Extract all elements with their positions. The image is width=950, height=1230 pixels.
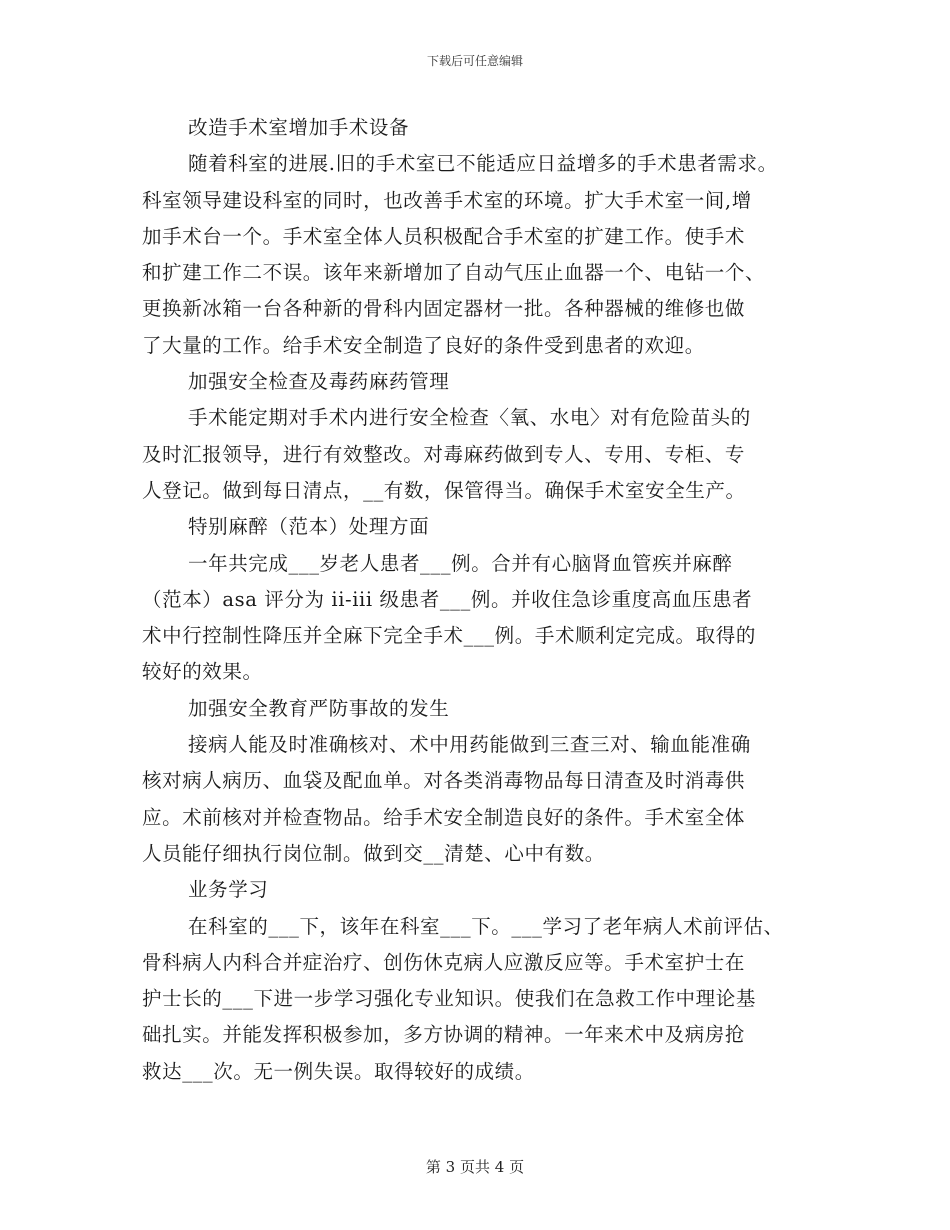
paragraph-line: 更换新冰箱一台各种新的骨科内固定器材一批。各种器械的维修也做 (142, 297, 746, 321)
section-heading: 业务学习 (188, 878, 269, 902)
paragraph-line: 随着科室的进展.旧的手术室已不能适应日益增多的手术患者需求。 (188, 152, 778, 176)
document-body (142, 110, 822, 1090)
paragraph-line: 手术能定期对手术内进行安全检查〈氧、水电〉对有危险苗头的 (188, 406, 751, 430)
paragraph-line: 核对病人病历、血袋及配血单。对各类消毒物品每日清查及时消毒供 (142, 769, 746, 793)
paragraph-line: 骨科病人内科合并症治疗、创伤休克病人应激反应等。手术室护士在 (142, 950, 746, 974)
paragraph-line: 接病人能及时准确核对、术中用药能做到三查三对、输血能准确 (188, 733, 751, 757)
paragraph-line: 护士长的___下进一步学习强化专业知识。使我们在急救工作中理论基 (142, 987, 756, 1011)
section-heading: 特别麻醉（范本）处理方面 (188, 515, 430, 539)
paragraph-line: 科室领导建设科室的同时，也改善手术室的环境。扩大手术室一间,增 (142, 188, 752, 212)
paragraph-line: 了大量的工作。给手术安全制造了良好的条件受到患者的欢迎。 (142, 333, 705, 357)
paragraph-line: 应。术前核对并检查物品。给手术安全制造良好的条件。手术室全体 (142, 805, 746, 829)
paragraph-line: 加手术台一个。手术室全体人员积极配合手术室的扩建工作。使手术 (142, 224, 746, 248)
section-heading: 加强安全教育严防事故的发生 (188, 696, 450, 720)
page-footer: 第 3 页共 4 页 (425, 1158, 525, 1176)
paragraph-line: 人员能仔细执行岗位制。做到交__清楚、心中有数。 (142, 841, 605, 865)
paragraph-line: 础扎实。并能发挥积极参加，多方协调的精神。一年来术中及病房抢 (142, 1023, 746, 1047)
paragraph-line: 术中行控制性降压并全麻下完全手术___例。手术顺利定完成。取得的 (142, 624, 756, 648)
paragraph-line: 和扩建工作二不误。该年来新增加了自动气压止血器一个、电钻一个、 (142, 261, 766, 285)
page-header: 下载后可任意编辑 (426, 54, 523, 68)
paragraph-line: 及时汇报领导，进行有效整改。对毒麻药做到专人、专用、专柜、专 (142, 442, 746, 466)
paragraph-line: 人登记。做到每日清点，__有数，保管得当。确保手术室安全生产。 (142, 478, 746, 502)
section-heading: 加强安全检查及毒药麻药管理 (188, 370, 450, 394)
paragraph-line: 在科室的___下，该年在科室___下。___学习了老年病人术前评估、 (188, 914, 784, 938)
section-heading: 改造手术室增加手术设备 (188, 116, 410, 139)
paragraph-line: 救达___次。无一例失误。取得较好的成绩。 (142, 1059, 535, 1083)
paragraph-line: 一年共完成___岁老人患者___例。合并有心脑肾血管疾并麻醉 (188, 551, 733, 575)
paragraph-line: （范本）asa 评分为 ii-iii 级患者___例。并收住急诊重度高血压患者 (142, 587, 753, 611)
paragraph-line: 较好的效果。 (142, 660, 263, 684)
